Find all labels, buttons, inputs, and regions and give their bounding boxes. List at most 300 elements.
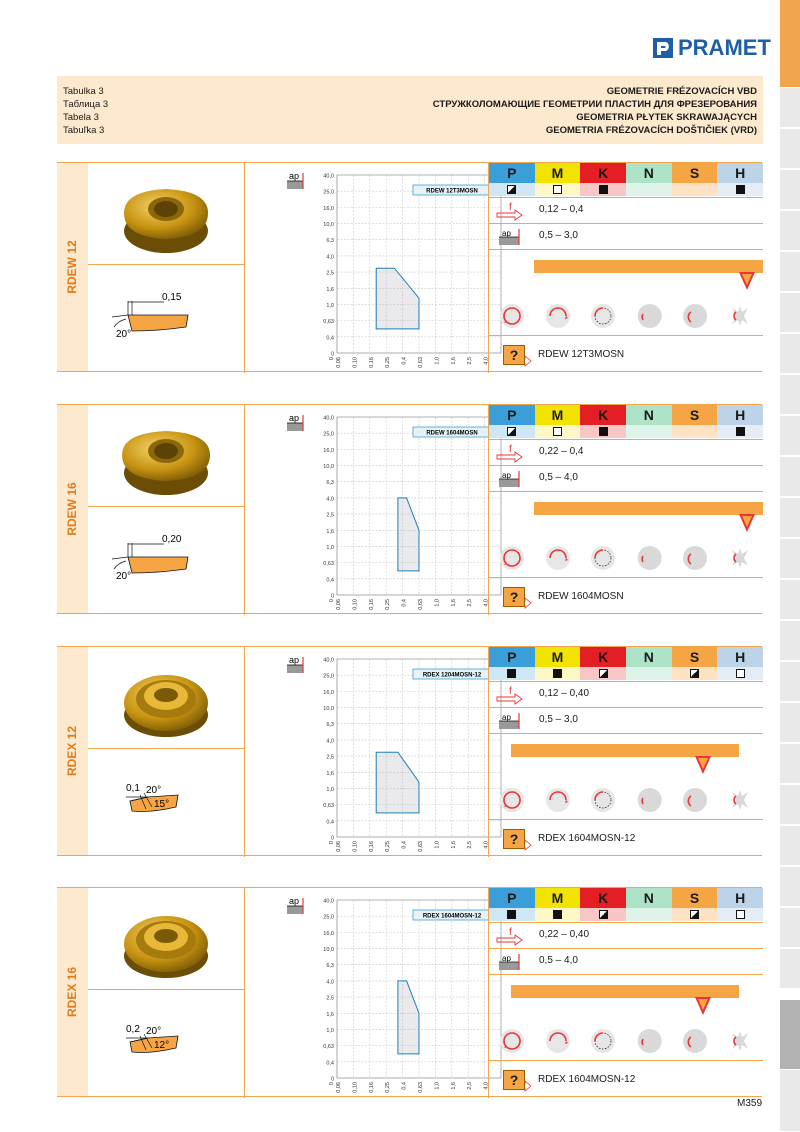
chart-label: RDEX 1604MOSN-12: [422, 913, 482, 920]
insert-code-row: [489, 819, 763, 857]
y-tick-label: 6,3: [326, 480, 334, 487]
section-title: RDEW 16: [65, 482, 79, 536]
y-tick-label: 4,0: [326, 738, 334, 745]
half-suitability-icon: [599, 669, 608, 678]
condition-broken-icon: [726, 302, 754, 335]
condition-partial-icon: [681, 302, 709, 335]
x-tick-label: 0,25: [385, 599, 392, 610]
recommended-marker-icon: [695, 997, 711, 1015]
edge-tab: [780, 88, 800, 127]
suitability-cell: [580, 908, 626, 921]
ap-icon: [285, 896, 307, 918]
table-header: [57, 76, 763, 144]
depth-row: [489, 223, 763, 249]
edge-tab: [780, 416, 800, 455]
condition-cell: [535, 540, 581, 580]
x-tick-label: 0,06: [336, 599, 342, 610]
y-tick-label: 10,0: [323, 706, 334, 713]
y-tick-label: 4,0: [326, 496, 334, 503]
y-tick-label: 2,5: [326, 512, 334, 519]
condition-cell: [489, 540, 535, 580]
y-tick-label: 0,4: [326, 577, 334, 584]
dim-land-width: 0,1: [126, 783, 140, 794]
condition-dotted-icon: [589, 302, 617, 335]
y-tick-label: 0: [330, 351, 334, 358]
y-tick-label: 40,0: [323, 898, 334, 905]
condition-broken-icon: [726, 1027, 754, 1060]
y-tick-label: 16,0: [323, 205, 334, 212]
y-tick-label: 40,0: [323, 173, 334, 180]
suitability-cell: [535, 183, 581, 196]
x-tick-label: 2,5: [467, 599, 474, 607]
condition-cell: [672, 782, 718, 822]
x-tick-label: 0,4: [401, 841, 408, 849]
condition-dotted-icon: [589, 1027, 617, 1060]
edge-tab: [780, 580, 800, 619]
iso-group-p: P: [489, 405, 535, 425]
y-tick-label: 10,0: [323, 947, 334, 954]
feed-icon: [495, 443, 527, 463]
cutting-range-chart: [245, 405, 489, 615]
full-suitability-icon: [736, 427, 745, 436]
depth-row: [489, 707, 763, 733]
suitability-cell: [535, 425, 581, 438]
suitability-cell: [672, 425, 718, 438]
x-tick-label: 0,4: [401, 1082, 408, 1090]
suitability-cell: [717, 183, 763, 196]
iso-group-h: H: [717, 647, 763, 667]
condition-cell: [580, 298, 626, 338]
application-range: [489, 249, 763, 349]
x-tick-label: 0,06: [336, 357, 342, 368]
x-tick-label: 1,0: [434, 1082, 441, 1090]
table-caption-left: [63, 85, 108, 137]
iso-group-m: M: [535, 163, 581, 183]
x-tick-label: 2,5: [467, 357, 474, 365]
condition-partial-icon: [681, 1027, 709, 1060]
suitability-cell: [626, 908, 672, 921]
x-tick-label: 4,0: [483, 841, 490, 849]
depth-range: 0,5 – 4,0: [539, 955, 578, 966]
ap-icon: [285, 413, 307, 435]
insert-code-row: [489, 577, 763, 615]
iso-group-m: M: [535, 888, 581, 908]
x-tick-label: 0,10: [352, 357, 359, 368]
depth-of-cut-icon: [495, 952, 527, 972]
iso-group-n: N: [626, 163, 672, 183]
cutting-condition-icons: [489, 1023, 763, 1063]
edge-profile-drawing: [88, 749, 245, 857]
dim-angle-secondary: 15°: [154, 799, 170, 810]
geometry-section: [57, 404, 762, 614]
condition-full-icon: [498, 1027, 526, 1060]
iso-group-p: P: [489, 163, 535, 183]
feed-icon: [495, 685, 527, 705]
depth-of-cut-icon: [495, 227, 527, 247]
condition-cell: [626, 782, 672, 822]
suitability-cell: [489, 425, 535, 438]
suitability-cell: [626, 425, 672, 438]
x-tick-label: 4,0: [483, 599, 490, 607]
y-tick-label: 1,6: [326, 1011, 334, 1018]
y-tick-label: 40,0: [323, 657, 334, 664]
cutting-range-chart: [245, 163, 489, 373]
y-tick-label: 6,3: [326, 963, 334, 970]
iso-group-header: [489, 647, 763, 667]
dim-land-width: 0,2: [126, 1024, 140, 1035]
edge-tab: [780, 457, 800, 496]
cutting-condition-icons: [489, 782, 763, 822]
question-icon[interactable]: ?: [503, 345, 525, 365]
edge-profile-drawing: [88, 507, 245, 615]
iso-group-h: H: [717, 163, 763, 183]
x-tick-label: 0,10: [352, 841, 359, 852]
condition-notch-icon: [635, 786, 663, 819]
edge-tab: [780, 867, 800, 906]
empty-suitability-icon: [553, 185, 562, 194]
ap-icon: [285, 655, 307, 677]
insert-image-box: [88, 405, 245, 507]
y-axis-label: ap: [289, 171, 300, 181]
empty-suitability-icon: [736, 669, 745, 678]
iso-group-n: N: [626, 647, 672, 667]
suitability-cell: [580, 425, 626, 438]
y-axis-label: ap: [289, 896, 300, 906]
y-tick-label: 2,5: [326, 754, 334, 761]
iso-group-m: M: [535, 647, 581, 667]
empty-suitability-icon: [553, 427, 562, 436]
question-icon[interactable]: ?: [503, 1070, 525, 1090]
feed-row: [489, 681, 763, 707]
title-pl: GEOMETRIA PŁYTEK SKRAWAJĄCYCH: [576, 112, 757, 123]
suitability-cell: [489, 183, 535, 196]
y-tick-label: 0: [330, 593, 334, 600]
section-sidebar: [57, 405, 88, 613]
iso-group-s: S: [672, 647, 718, 667]
condition-arc-icon: [544, 1027, 572, 1060]
y-tick-label: 10,0: [323, 464, 334, 471]
brand-name: PRAMET: [678, 35, 771, 60]
condition-arc-icon: [544, 544, 572, 577]
condition-notch-icon: [635, 1027, 663, 1060]
iso-group-p: P: [489, 647, 535, 667]
application-range: [489, 733, 763, 833]
condition-cell: [672, 1023, 718, 1063]
question-icon[interactable]: ?: [503, 829, 525, 849]
x-tick-label: 2,5: [467, 841, 474, 849]
edge-profile-box: [88, 507, 245, 615]
full-suitability-icon: [736, 185, 745, 194]
ap-icon: [285, 171, 307, 193]
caption-pl: Tabela 3: [63, 112, 99, 123]
edge-tab: [780, 908, 800, 947]
edge-tab: [780, 211, 800, 250]
application-bar: [534, 260, 763, 273]
x-tick-label: 0,63: [418, 599, 424, 610]
suitability-cell: [672, 908, 718, 921]
edge-tab: [780, 621, 800, 660]
y-tick-label: 6,3: [326, 238, 334, 245]
dim-angle-secondary: 12°: [154, 1040, 170, 1051]
suitability-cell: [580, 183, 626, 196]
x-tick-label: 0,25: [385, 1082, 392, 1093]
full-suitability-icon: [599, 185, 608, 194]
cutting-range-area: [398, 981, 419, 1054]
full-suitability-icon: [507, 669, 516, 678]
condition-dotted-icon: [589, 544, 617, 577]
iso-group-s: S: [672, 405, 718, 425]
edge-profile-box: [88, 265, 245, 373]
x-tick-label: 0,25: [385, 841, 392, 852]
x-tick-label: 0,63: [418, 1082, 424, 1093]
feed-range: 0,12 – 0,4: [539, 204, 584, 215]
y-tick-label: 1,6: [326, 286, 334, 293]
cutting-range-area: [376, 752, 419, 813]
half-suitability-icon: [507, 427, 516, 436]
insert-image-box: [88, 647, 245, 749]
edge-tab: [780, 498, 800, 537]
condition-cell: [489, 782, 535, 822]
svg-text:ap: ap: [502, 954, 511, 963]
chart-label: RDEW 1604MOSN: [426, 430, 478, 437]
x-tick-label: 0,4: [401, 357, 408, 365]
y-tick-label: 0,63: [323, 803, 334, 810]
suitability-row: [489, 183, 763, 196]
y-tick-label: 16,0: [323, 447, 334, 454]
depth-of-cut-icon: [495, 711, 527, 731]
chart-svg: [245, 888, 489, 1098]
svg-text:ap: ap: [502, 229, 511, 238]
section-title: RDEW 12: [65, 240, 79, 294]
geometry-section: [57, 162, 762, 372]
y-tick-label: 6,3: [326, 722, 334, 729]
page-edge-tabs: [780, 0, 800, 1132]
iso-group-s: S: [672, 888, 718, 908]
chart-svg: [245, 647, 489, 857]
insert-code: RDEX 1604MOSN-12: [538, 1074, 636, 1085]
y-tick-label: 1,0: [326, 302, 334, 309]
y-tick-label: 0,4: [326, 335, 334, 342]
y-tick-label: 1,0: [326, 786, 334, 793]
cutting-range-area: [376, 268, 419, 329]
section-title: RDEX 12: [65, 725, 79, 777]
chart-label: RDEX 1204MOSN-12: [422, 672, 482, 679]
insert-image-box: [88, 163, 245, 265]
dim-angle: 20°: [116, 571, 132, 582]
application-range: [489, 491, 763, 591]
caption-sk: Tabuľka 3: [63, 125, 105, 136]
insert-image: [88, 888, 245, 990]
condition-partial-icon: [681, 786, 709, 819]
condition-dotted-icon: [589, 786, 617, 819]
suitability-cell: [489, 667, 535, 680]
material-table: [488, 405, 762, 615]
edge-tab: [780, 662, 800, 701]
condition-cell: [535, 298, 581, 338]
y-tick-label: 25,0: [323, 914, 334, 921]
edge-tab: [780, 785, 800, 824]
half-suitability-icon: [599, 910, 608, 919]
insert-image: [88, 163, 245, 265]
edge-tab: [780, 375, 800, 414]
x-tick-label: 0,4: [401, 599, 408, 607]
title-cz: GEOMETRIE FRÉZOVACÍCH VBD: [606, 86, 757, 97]
condition-cell: [580, 540, 626, 580]
svg-text:ap: ap: [502, 471, 511, 480]
x-tick-label: 0,25: [385, 357, 392, 368]
depth-row: [489, 948, 763, 974]
x-tick-label: 0,63: [418, 841, 424, 852]
edge-profile-drawing: [88, 990, 245, 1098]
full-suitability-icon: [553, 669, 562, 678]
iso-group-k: K: [580, 888, 626, 908]
chart-label: RDEW 12T3MOSN: [426, 188, 478, 195]
x-tick-label: 0,16: [368, 357, 375, 368]
condition-cell: [717, 540, 763, 580]
section-title: RDEX 16: [65, 966, 79, 1018]
edge-tab: [780, 0, 800, 87]
iso-group-h: H: [717, 405, 763, 425]
material-table: [488, 163, 762, 373]
edge-tab: [780, 252, 800, 291]
suitability-cell: [626, 667, 672, 680]
x-tick-label: 4,0: [483, 357, 490, 365]
x-tick-label: 0: [329, 357, 335, 361]
question-icon[interactable]: ?: [503, 587, 525, 607]
iso-group-n: N: [626, 405, 672, 425]
condition-full-icon: [498, 786, 526, 819]
edge-profile-box: [88, 749, 245, 857]
y-tick-label: 16,0: [323, 930, 334, 937]
recommended-marker-icon: [695, 756, 711, 774]
suitability-cell: [717, 425, 763, 438]
edge-tab: [780, 949, 800, 988]
y-axis-label: ap: [289, 655, 300, 665]
y-tick-label: 25,0: [323, 189, 334, 196]
y-tick-label: 0: [330, 835, 334, 842]
depth-range: 0,5 – 3,0: [539, 230, 578, 241]
x-tick-label: 0: [329, 599, 335, 603]
y-tick-label: 1,6: [326, 770, 334, 777]
feed-row: [489, 439, 763, 465]
x-tick-label: 0,10: [352, 599, 359, 610]
half-suitability-icon: [690, 669, 699, 678]
material-table: [488, 647, 762, 857]
y-tick-label: 2,5: [326, 270, 334, 277]
page-number: M359: [736, 1098, 762, 1109]
x-tick-label: 1,6: [450, 357, 457, 365]
x-tick-label: 1,6: [450, 599, 457, 607]
dim-angle: 20°: [116, 329, 132, 340]
edge-tab: [780, 703, 800, 742]
suitability-cell: [717, 908, 763, 921]
feed-range: 0,12 – 0,40: [539, 688, 590, 699]
pramet-logo-icon: [652, 37, 674, 59]
edge-profile-box: [88, 990, 245, 1098]
geometry-section: [57, 887, 762, 1097]
edge-tab: [780, 744, 800, 783]
svg-text:f: f: [509, 202, 512, 213]
full-suitability-icon: [553, 910, 562, 919]
section-sidebar: [57, 647, 88, 855]
x-tick-label: 0: [329, 841, 335, 845]
condition-cell: [489, 298, 535, 338]
edge-tab: [780, 539, 800, 578]
condition-cell: [489, 1023, 535, 1063]
edge-tab: [780, 170, 800, 209]
cutting-range-chart: [245, 888, 489, 1098]
caption-cz: Tabulka 3: [63, 86, 104, 97]
edge-tab: [780, 826, 800, 865]
condition-partial-icon: [681, 544, 709, 577]
y-tick-label: 25,0: [323, 431, 334, 438]
cutting-condition-icons: [489, 540, 763, 580]
condition-notch-icon: [635, 302, 663, 335]
x-tick-label: 0: [329, 1082, 335, 1086]
x-tick-label: 0,10: [352, 1082, 359, 1093]
recommended-marker-icon: [739, 272, 755, 290]
chart-svg: [245, 405, 489, 615]
y-tick-label: 2,5: [326, 995, 334, 1002]
depth-range: 0,5 – 3,0: [539, 714, 578, 725]
iso-group-header: [489, 405, 763, 425]
full-suitability-icon: [507, 910, 516, 919]
feed-icon: [495, 926, 527, 946]
material-table: [488, 888, 762, 1098]
x-tick-label: 1,0: [434, 841, 441, 849]
iso-group-s: S: [672, 163, 718, 183]
full-suitability-icon: [599, 427, 608, 436]
x-tick-label: 0,16: [368, 841, 375, 852]
feed-row: [489, 922, 763, 948]
x-tick-label: 2,5: [467, 1082, 474, 1090]
feed-range: 0,22 – 0,4: [539, 446, 584, 457]
insert-code: RDEW 1604MOSN: [538, 591, 624, 602]
iso-group-header: [489, 888, 763, 908]
depth-of-cut-icon: [495, 469, 527, 489]
condition-cell: [626, 1023, 672, 1063]
iso-group-h: H: [717, 888, 763, 908]
brand-logo: [652, 36, 771, 60]
x-tick-label: 0,06: [336, 841, 342, 852]
dim-angle: 20°: [146, 1026, 162, 1037]
insert-image: [88, 405, 245, 507]
svg-text:ap: ap: [502, 713, 511, 722]
half-suitability-icon: [690, 910, 699, 919]
insert-code: RDEW 12T3MOSN: [538, 349, 625, 360]
suitability-cell: [672, 183, 718, 196]
condition-cell: [672, 540, 718, 580]
edge-tab: [780, 1070, 800, 1131]
x-tick-label: 0,16: [368, 599, 375, 610]
insert-code-row: [489, 335, 763, 373]
condition-cell: [626, 540, 672, 580]
edge-tab: [780, 293, 800, 332]
svg-text:f: f: [509, 444, 512, 455]
cutting-range-chart: [245, 647, 489, 857]
suitability-cell: [535, 908, 581, 921]
condition-cell: [717, 298, 763, 338]
dim-land-width: 0,20: [162, 534, 182, 545]
condition-arc-icon: [544, 302, 572, 335]
table-caption-right: [433, 85, 757, 137]
condition-notch-icon: [635, 544, 663, 577]
y-tick-label: 1,0: [326, 544, 334, 551]
y-tick-label: 10,0: [323, 222, 334, 229]
cutting-range-area: [398, 498, 419, 571]
depth-row: [489, 465, 763, 491]
recommended-marker-icon: [739, 514, 755, 532]
